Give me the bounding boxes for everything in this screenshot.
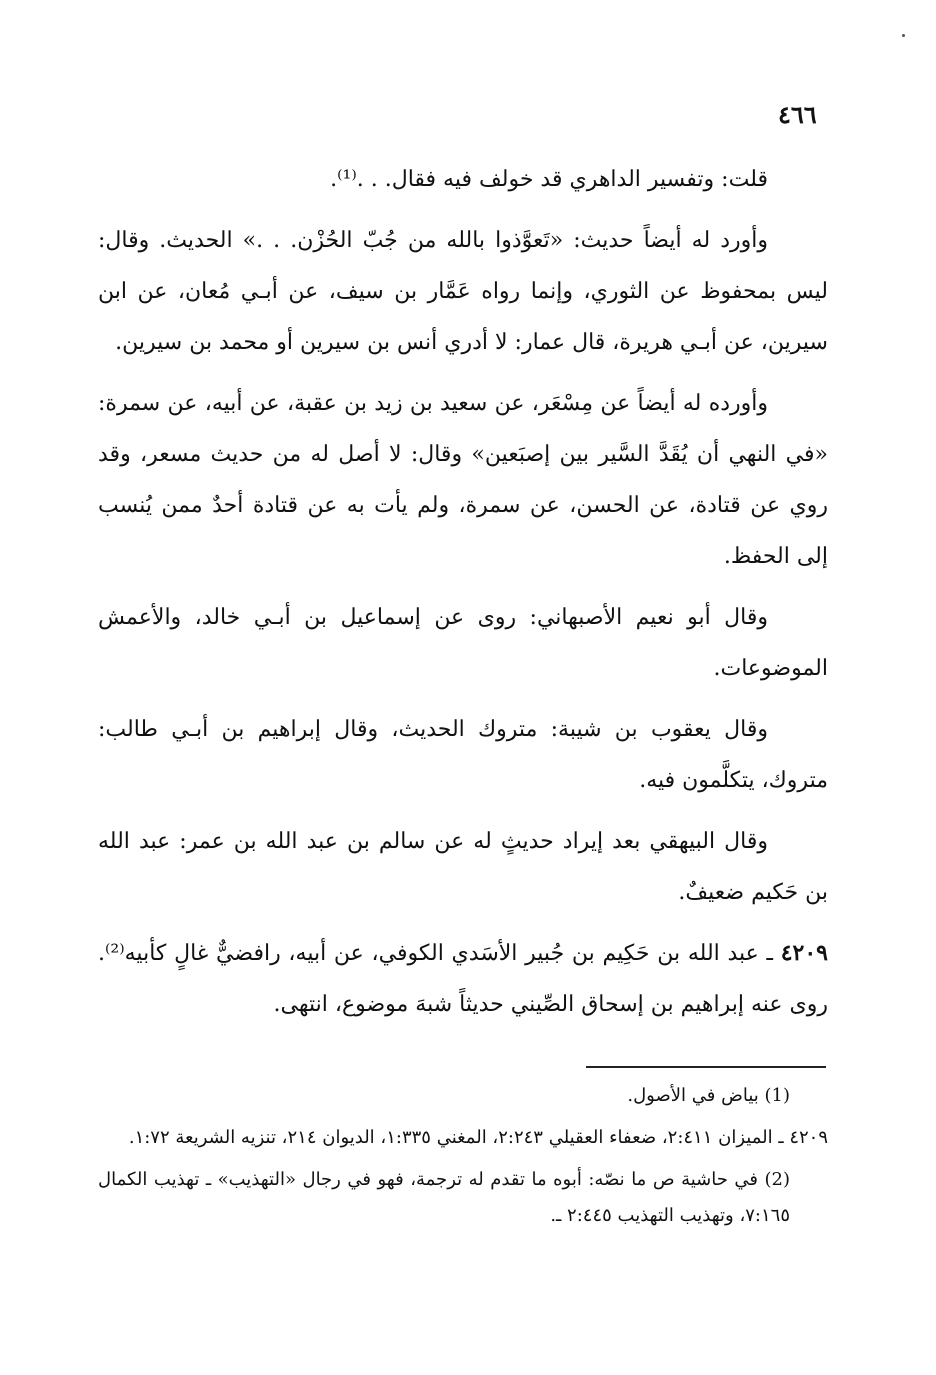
footnotes bbox=[98, 1078, 828, 1240]
paragraph-4: وقال أبو نعيم الأصبهاني: روى عن إسماعيل بن أبـي خالد، والأعمش الموضوعات. bbox=[98, 605, 828, 681]
biography-entry bbox=[98, 928, 828, 1030]
paragraph-6: وقال البيهقي بعد إيراد حديثٍ له عن سالم بن عبد الله بن عمر: عبد الله بن حَكيم ضعيفٌ. bbox=[98, 829, 828, 905]
entry-number: ٤٢٠٩ bbox=[780, 940, 828, 966]
paragraph-3: وأورده له أيضاً عن مِسْعَر، عن سعيد بن زيد بن عقبة، عن أبيه، عن سمرة: «في النهي أن يُقَدَّ السَّير بين إصبَعين» وقال: لا أصل له من حديث مسعر، وقد روي عن قتادة، عن الحسن، عن سمرة، ولم يأت به عن قتادة أحدٌ ممن يُنسب إلى الحفظ. bbox=[98, 391, 828, 569]
footnote-separator bbox=[586, 1066, 826, 1068]
paragraph-1: قلت: وتفسير الداهري قد خولف فيه فقال. . .⁽¹⁾. bbox=[330, 167, 768, 192]
entry-text: ـ عبد الله بن حَكِيم بن جُبير الأسَدي الكوفي، عن أبيه، رافضيٌّ غالٍ كأبيه⁽²⁾. روى عنه إبراهيم بن إسحاق الصِّيني حديثاً شبهَ موضوع، انتهى. bbox=[98, 941, 828, 1017]
page-number: ٤٦٦ bbox=[778, 100, 817, 129]
main-text bbox=[98, 154, 828, 1040]
footnote-1: (1) بياض في الأصول. bbox=[627, 1085, 790, 1106]
scan-speck bbox=[902, 34, 905, 37]
footnote-sources: ٤٢٠٩ ـ الميزان ٢:٤١١، ضعفاء العقيلي ٢:٢٤٣، المغني ١:٣٣٥، الديوان ٢١٤، تنزيه الشريعة ١:٧٢. bbox=[128, 1127, 828, 1148]
paragraph-5: وقال يعقوب بن شيبة: متروك الحديث، وقال إبراهيم بن أبـي طالب: متروك، يتكلَّمون فيه. bbox=[98, 717, 828, 793]
paragraph-2: وأورد له أيضاً حديث: «تَعوَّذوا بالله من جُبّ الحُزْن. . .» الحديث. وقال: ليس بمحفوظ عن الثوري، وإنما رواه عَمَّار بن سيف، عن أبـي مُعان، عن ابن سيرين، عن أبـي هريرة، قال عمار: لا أدري أنس بن سيرين أو محمد بن سيرين. bbox=[98, 228, 828, 355]
footnote-2: (2) في حاشية ص ما نصّه: أبوه ما تقدم له ترجمة، فهو في رجال «التهذيب» ـ تهذيب الكمال ٧:١٦٥، وتهذيب التهذيب ٢:٤٤٥ ـ. bbox=[98, 1169, 790, 1226]
